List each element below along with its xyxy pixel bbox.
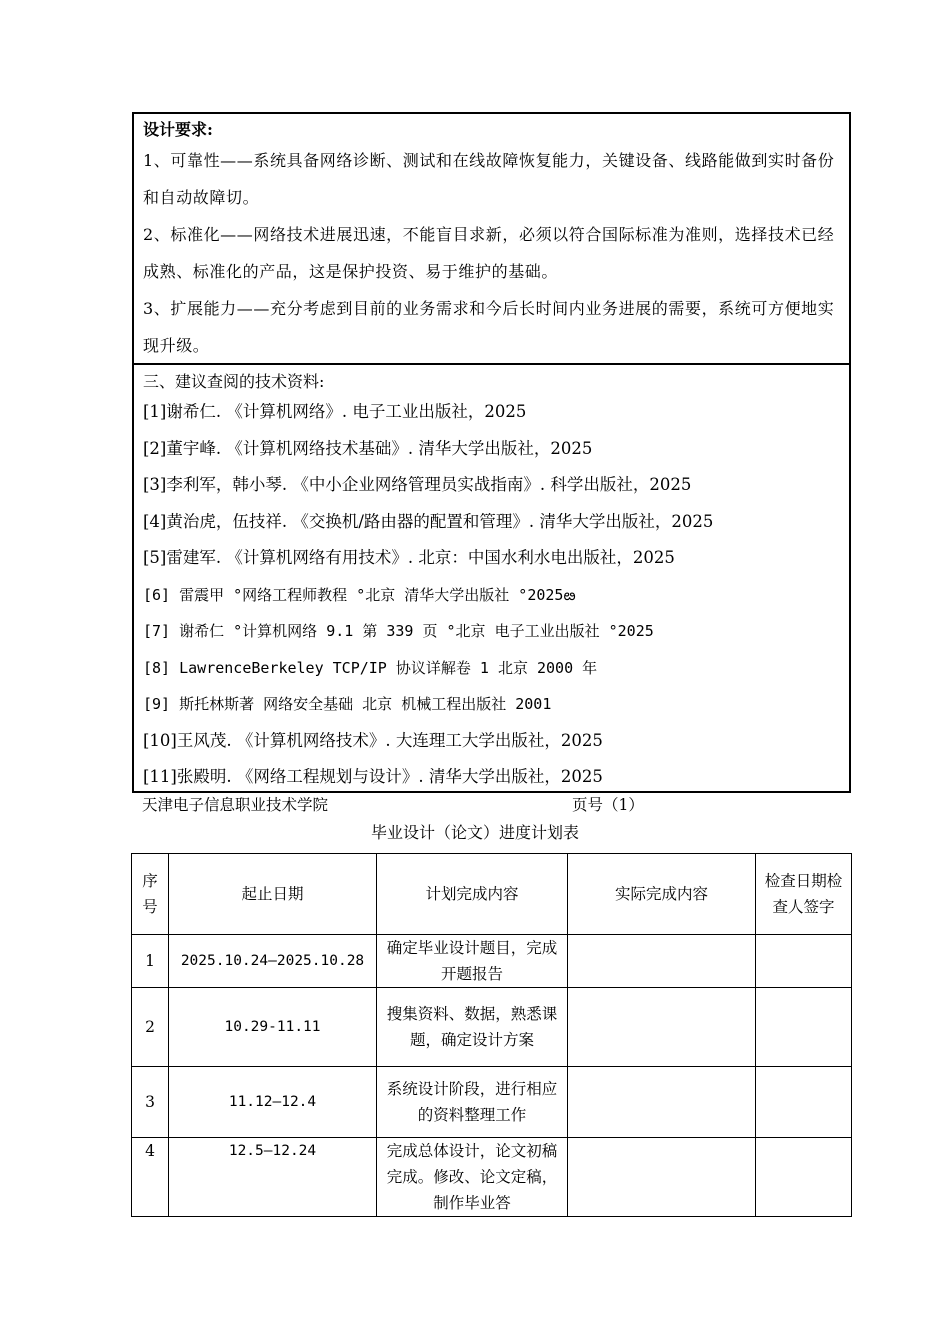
references-title: 三、建议查阅的技术资料: xyxy=(143,372,325,391)
references-box xyxy=(132,363,851,793)
reference-item: [6] 雷震甲 °网络工程师教程 °北京 清华大学出版社 °2025ఴ xyxy=(143,585,576,604)
requirement-item: 3、扩展能力——充分考虑到目前的业务需求和今后长时间内业务进展的需要，系统可方便地实现升级。 xyxy=(143,299,835,355)
requirement-item: 1、可靠性——系统具备网络诊断、测试和在线故障恢复能力，关键设备、线路能做到实时备份和自动故障切。 xyxy=(143,151,835,207)
row-date: 2025.10.24—2025.10.28 xyxy=(169,935,377,988)
row-plan: 确定毕业设计题目，完成开题报告 xyxy=(377,935,568,988)
reference-item: [2]董宇峰. 《计算机网络技术基础》. 清华大学出版社，2025 xyxy=(143,438,593,458)
table-row xyxy=(132,1067,852,1138)
reference-item: [3]李利军，韩小琴. 《中小企业网络管理员实战指南》. 科学出版社，2025 xyxy=(143,475,692,494)
table-row xyxy=(132,1138,852,1217)
row-check xyxy=(756,1138,852,1217)
schedule-table xyxy=(131,853,852,1217)
table-row xyxy=(132,988,852,1067)
reference-item: [8] LawrenceBerkeley TCP/IP 协议详解卷 1 北京 2000 年 xyxy=(143,658,598,677)
design-requirements-heading: 设计要求: xyxy=(143,120,213,139)
header-check: 检查日期检查人签字 xyxy=(756,854,852,935)
requirement-item: 2、标准化——网络技术进展迅速，不能盲目求新，必须以符合国际标准为准则，选择技术已经成熟、标准化的产品，这是保护投资、易于维护的基础。 xyxy=(143,225,835,281)
design-requirements-box xyxy=(132,112,851,365)
reference-item: [9] 斯托林斯著 网络安全基础 北京 机械工程出版社 2001 xyxy=(143,695,552,713)
row-date: 11.12—12.4 xyxy=(169,1067,377,1138)
table-header-row xyxy=(132,854,852,935)
row-actual xyxy=(568,1138,756,1217)
table-row xyxy=(132,935,852,988)
header-plan: 计划完成内容 xyxy=(377,854,568,935)
page-number: 页号（1） xyxy=(572,796,644,814)
row-actual xyxy=(568,988,756,1067)
reference-item: [11]张殿明. 《网络工程规划与设计》. 清华大学出版社，2025 xyxy=(143,767,603,786)
row-no: 1 xyxy=(132,935,169,988)
row-date: 10.29-11.11 xyxy=(169,988,377,1067)
row-check xyxy=(756,1067,852,1138)
row-actual xyxy=(568,1067,756,1138)
row-no: 2 xyxy=(132,988,169,1067)
header-no: 序号 xyxy=(132,854,169,935)
row-check xyxy=(756,935,852,988)
reference-item: [7] 谢希仁 °计算机网络 9.1 第 339 页 °北京 电子工业出版社 °2025 xyxy=(143,622,654,640)
schedule-title: 毕业设计（论文）进度计划表 xyxy=(370,823,579,842)
reference-item: [4]黄治虎，伍技祥. 《交换机/路由器的配置和管理》. 清华大学出版社，2025 xyxy=(143,511,714,531)
header-actual: 实际完成内容 xyxy=(568,854,756,935)
row-date: 12.5—12.24 xyxy=(169,1138,377,1217)
row-no: 3 xyxy=(132,1067,169,1138)
row-actual xyxy=(568,935,756,988)
header-date: 起止日期 xyxy=(169,854,377,935)
row-no: 4 xyxy=(132,1138,169,1217)
reference-item: [1]谢希仁. 《计算机网络》. 电子工业出版社，2025 xyxy=(143,402,527,421)
row-check xyxy=(756,988,852,1067)
row-plan: 搜集资料、数据，熟悉课题，确定设计方案 xyxy=(377,988,568,1067)
reference-item: [10]王风茂. 《计算机网络技术》. 大连理工大学出版社，2025 xyxy=(143,730,603,750)
school-name: 天津电子信息职业技术学院 xyxy=(142,796,329,814)
reference-item: [5]雷建军. 《计算机网络有用技术》. 北京：中国水利水电出版社，2025 xyxy=(143,548,675,567)
row-plan: 完成总体设计，论文初稿完成。修改、论文定稿，制作毕业答 xyxy=(377,1138,568,1217)
row-plan: 系统设计阶段，进行相应的资料整理工作 xyxy=(377,1067,568,1138)
